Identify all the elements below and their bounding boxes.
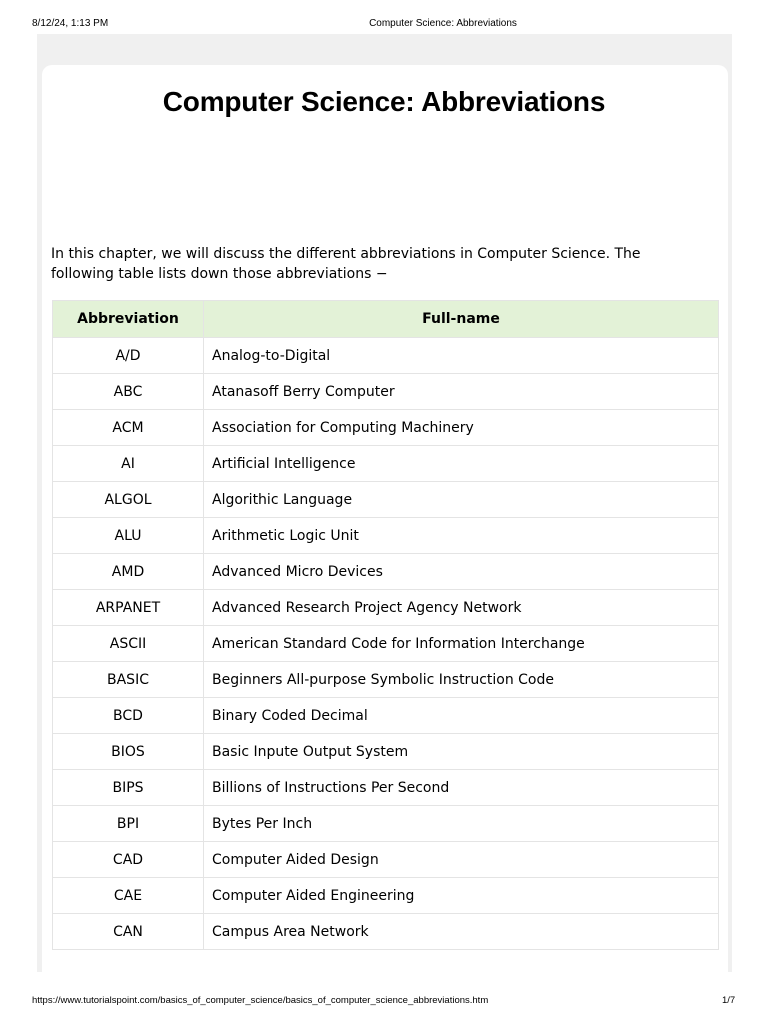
abbreviation-cell: BCD xyxy=(53,698,204,734)
table-row xyxy=(53,410,719,446)
table-row xyxy=(53,446,719,482)
intro-paragraph: In this chapter, we will discuss the different abbreviations in Computer Science. The following table lists down those abbreviations − xyxy=(51,246,641,282)
table-row xyxy=(53,770,719,806)
table-row xyxy=(53,662,719,698)
abbreviation-cell: CAE xyxy=(53,878,204,914)
table-header-row xyxy=(53,301,719,338)
abbreviation-cell: BIOS xyxy=(53,734,204,770)
table-row xyxy=(53,806,719,842)
full-name-cell: Artificial Intelligence xyxy=(204,446,719,482)
abbreviation-cell: AMD xyxy=(53,554,204,590)
table-row xyxy=(53,914,719,950)
full-name-cell: Algorithic Language xyxy=(204,482,719,518)
full-name-cell: Campus Area Network xyxy=(204,914,719,950)
abbreviation-cell: ALU xyxy=(53,518,204,554)
table-row xyxy=(53,626,719,662)
print-doc-title: Computer Science: Abbreviations xyxy=(369,18,517,29)
full-name-cell: Advanced Research Project Agency Network xyxy=(204,590,719,626)
page-title: Computer Science: Abbreviations xyxy=(162,86,606,117)
abbreviation-cell: BASIC xyxy=(53,662,204,698)
full-name-cell: Computer Aided Design xyxy=(204,842,719,878)
table-row xyxy=(53,518,719,554)
abbreviation-cell: AI xyxy=(53,446,204,482)
full-name-cell: Arithmetic Logic Unit xyxy=(204,518,719,554)
table-row xyxy=(53,554,719,590)
abbreviation-cell: CAD xyxy=(53,842,204,878)
full-name-cell: Atanasoff Berry Computer xyxy=(204,374,719,410)
full-name-cell: Analog-to-Digital xyxy=(204,338,719,374)
abbreviation-cell: ABC xyxy=(53,374,204,410)
table-row xyxy=(53,590,719,626)
abbreviation-cell: CAN xyxy=(53,914,204,950)
table-row xyxy=(53,734,719,770)
table-row xyxy=(53,374,719,410)
abbreviation-cell: BPI xyxy=(53,806,204,842)
full-name-cell: Basic Inpute Output System xyxy=(204,734,719,770)
full-name-cell: Association for Computing Machinery xyxy=(204,410,719,446)
full-name-cell: Binary Coded Decimal xyxy=(204,698,719,734)
abbreviation-cell: BIPS xyxy=(53,770,204,806)
abbreviation-cell: ARPANET xyxy=(53,590,204,626)
full-name-cell: Advanced Micro Devices xyxy=(204,554,719,590)
column-header-abbreviation: Abbreviation xyxy=(53,301,204,338)
page-number: 1/7 xyxy=(722,995,736,1006)
table-row xyxy=(53,698,719,734)
full-name-cell: Beginners All-purpose Symbolic Instruction Code xyxy=(204,662,719,698)
print-datetime: 8/12/24, 1:13 PM xyxy=(32,18,109,29)
abbreviation-cell: ACM xyxy=(53,410,204,446)
table-body xyxy=(53,338,719,950)
column-header-full-name: Full-name xyxy=(204,301,719,338)
table-row xyxy=(53,842,719,878)
table-row xyxy=(53,878,719,914)
table-row xyxy=(53,482,719,518)
print-header xyxy=(0,0,768,34)
table-row xyxy=(53,338,719,374)
abbreviation-cell: ALGOL xyxy=(53,482,204,518)
page-url: https://www.tutorialspoint.com/basics_of_computer_science/basics_of_computer_science_abbreviations.htm xyxy=(32,995,489,1006)
full-name-cell: Bytes Per Inch xyxy=(204,806,719,842)
full-name-cell: Billions of Instructions Per Second xyxy=(204,770,719,806)
full-name-cell: Computer Aided Engineering xyxy=(204,878,719,914)
abbreviation-cell: A/D xyxy=(53,338,204,374)
abbreviation-cell: ASCII xyxy=(53,626,204,662)
full-name-cell: American Standard Code for Information Interchange xyxy=(204,626,719,662)
abbreviations-table xyxy=(52,300,719,950)
